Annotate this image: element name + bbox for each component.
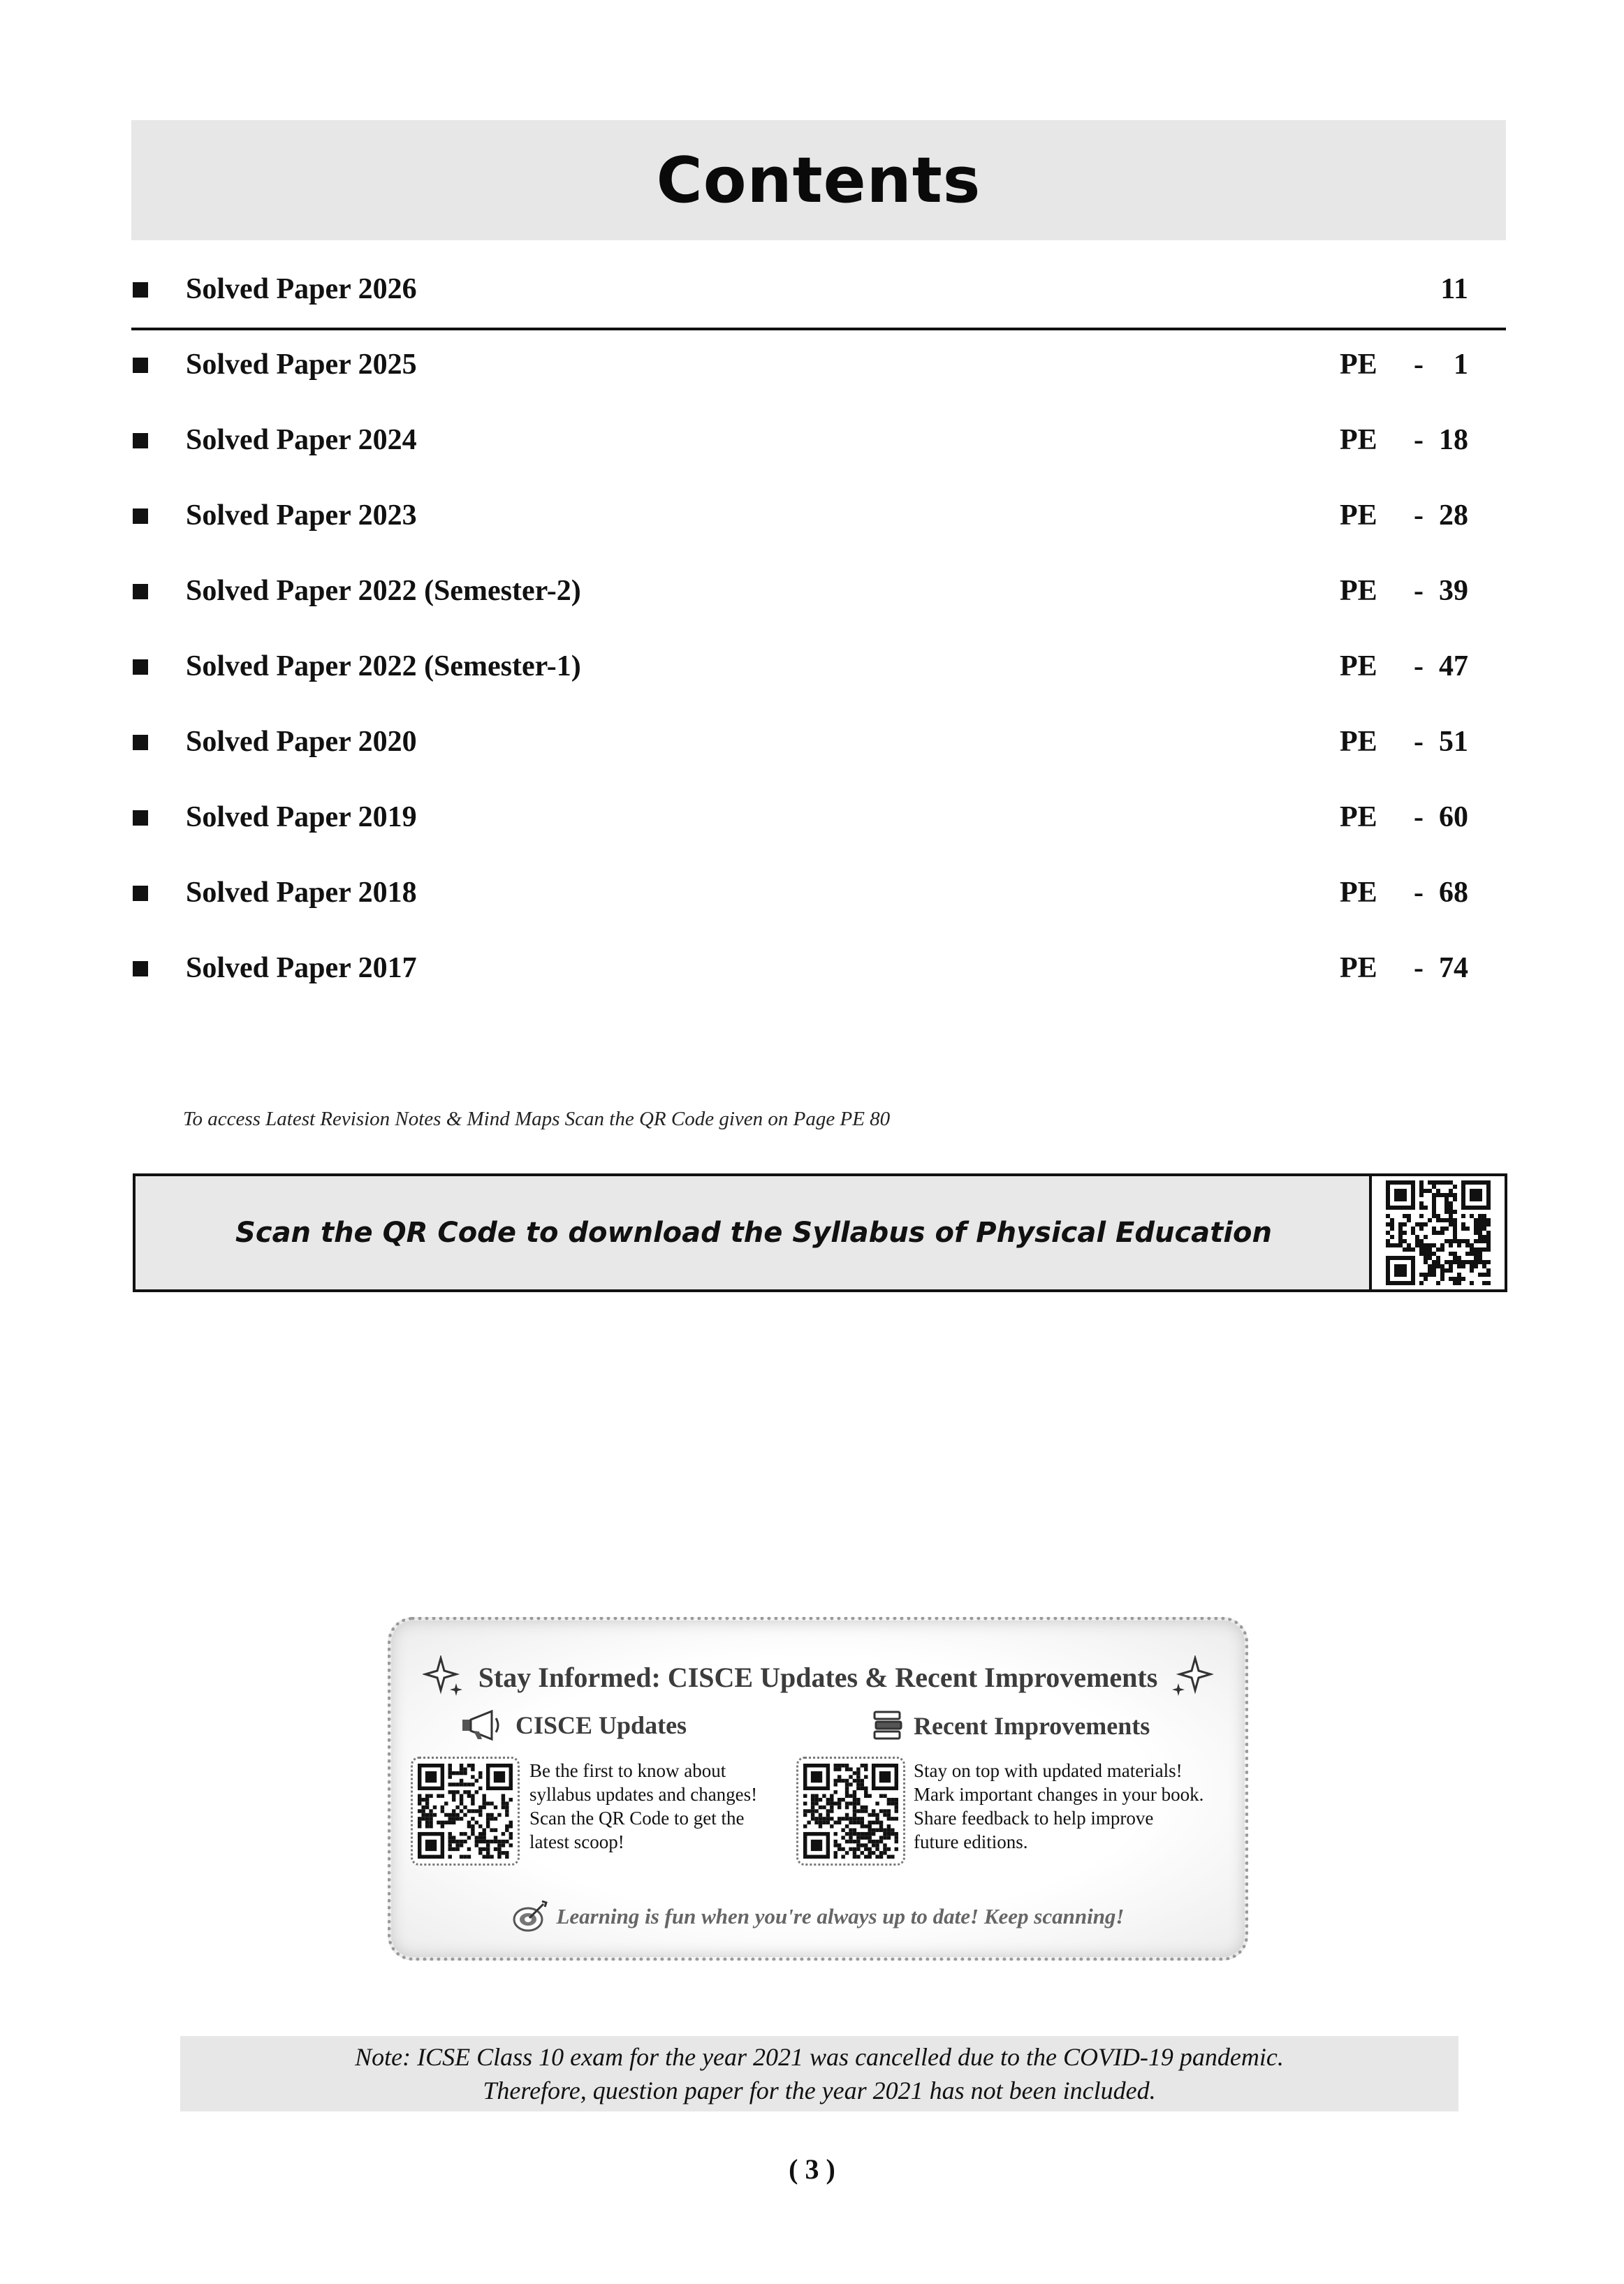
page-title: Contents [656,143,981,217]
toc-page: 74 [1439,952,1468,984]
toc-page: 60 [1439,801,1468,833]
toc-dash: - [1414,801,1424,833]
toc-title: Solved Paper 2025 [186,349,417,381]
toc-title: Solved Paper 2020 [186,726,417,758]
syllabus-qr-text: Scan the QR Code to download the Syllabus of Physical Education [235,1217,1272,1249]
toc-row[interactable] [131,717,1506,773]
toc-prefix: PE [1340,726,1377,758]
toc-title: Solved Paper 2017 [186,952,417,984]
toc-page: 51 [1439,726,1468,758]
access-note: To access Latest Revision Notes & Mind Maps Scan the QR Code given on Page PE 80 [183,1108,891,1130]
toc-dash: - [1414,650,1424,682]
toc-page: 47 [1439,650,1468,682]
square-bullet-icon [133,659,148,675]
stay-informed-title-text: Stay Informed: CISCE Updates & Recent Improvements [478,1662,1158,1694]
toc-dash: - [1414,349,1424,381]
toc-title: Solved Paper 2023 [186,499,417,532]
toc-page: 11 [1440,273,1468,305]
square-bullet-icon [133,584,148,599]
megaphone-icon [461,1710,503,1741]
sparkle-icon [423,1655,466,1706]
recent-improvements-heading: Recent Improvements [872,1710,1150,1742]
square-bullet-icon [133,886,148,901]
sparkle-icon [1170,1655,1213,1706]
toc-prefix: PE [1340,349,1377,381]
square-bullet-icon [133,433,148,448]
square-bullet-icon [133,735,148,750]
toc-row[interactable] [131,490,1506,546]
toc-row[interactable] [131,943,1506,999]
square-bullet-icon [133,508,148,524]
toc-prefix: PE [1340,499,1377,532]
toc-prefix: PE [1340,424,1377,456]
toc-page: 39 [1439,575,1468,607]
cisce-updates-heading: CISCE Updates [461,1710,687,1741]
syllabus-qr-box [133,1173,1507,1292]
square-bullet-icon [133,358,148,373]
toc-row[interactable] [131,641,1506,697]
toc-page: 1 [1454,349,1468,381]
cisce-updates-text: Be the first to know about syllabus updates and changes! Scan the QR Code to get the latest scoop! [529,1760,758,1852]
toc-title: Solved Paper 2022 (Semester-1) [186,650,581,682]
books-icon [872,1710,904,1742]
toc-row[interactable] [131,264,1506,320]
square-bullet-icon [133,282,148,298]
toc-row[interactable] [131,868,1506,923]
toc-prefix: PE [1340,650,1377,682]
qr-code-icon[interactable] [411,1757,520,1866]
target-icon [511,1900,549,1933]
toc-prefix: PE [1340,877,1377,909]
toc-title: Solved Paper 2019 [186,801,417,833]
toc-dash: - [1414,499,1424,532]
toc-row[interactable] [131,415,1506,471]
toc-row[interactable] [131,339,1506,395]
toc-dash: - [1414,952,1424,984]
covid-note: Note: ICSE Class 10 exam for the year 2021 was cancelled due to the COVID-19 pandemic. Therefore, question paper for the year 2021 has not been included. [180,2036,1458,2111]
toc-dash: - [1414,726,1424,758]
toc-page: 18 [1439,424,1468,456]
toc-title: Solved Paper 2024 [186,424,417,456]
toc-dash: - [1414,575,1424,607]
toc-dash: - [1414,424,1424,456]
divider [131,328,1506,330]
stay-informed-panel [388,1617,1248,1961]
toc-page: 28 [1439,499,1468,532]
toc-title: Solved Paper 2018 [186,877,417,909]
toc-dash: - [1414,877,1424,909]
tagline: Learning is fun when you're always up to date! Keep scanning! [391,1900,1245,1933]
toc-row[interactable] [131,792,1506,848]
stay-informed-title [391,1655,1245,1706]
page-number: ( 3 ) [789,2153,835,2185]
qr-code-icon[interactable] [1369,1176,1505,1289]
toc-prefix: PE [1340,575,1377,607]
toc-page: 68 [1439,877,1468,909]
qr-code-icon[interactable] [796,1757,905,1866]
toc-prefix: PE [1340,801,1377,833]
square-bullet-icon [133,961,148,976]
toc-title: Solved Paper 2022 (Semester-2) [186,575,581,607]
square-bullet-icon [133,810,148,826]
toc-prefix: PE [1340,952,1377,984]
contents-header [131,120,1506,240]
toc-title: Solved Paper 2026 [186,273,417,305]
toc-row[interactable] [131,566,1506,622]
recent-improvements-text: Stay on top with updated materials! Mark important changes in your book. Share feedback to help improve future editions. [914,1760,1204,1852]
